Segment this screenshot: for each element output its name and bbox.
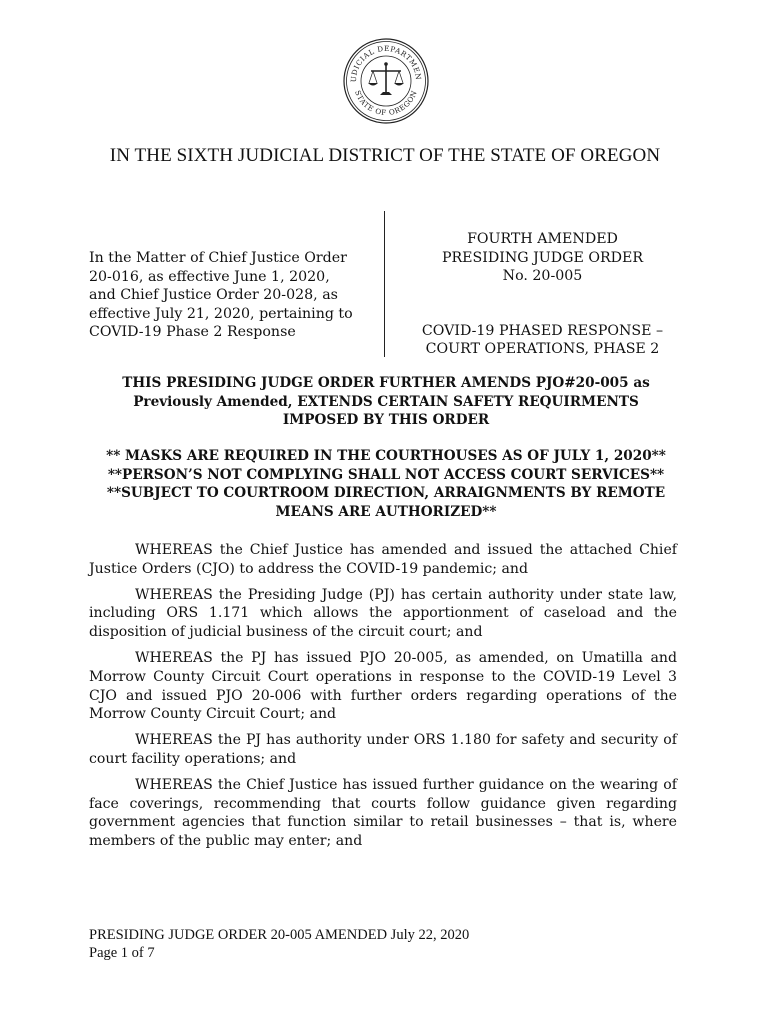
- order-title-line: FOURTH AMENDED: [467, 231, 618, 247]
- statement-line: Previously Amended, EXTENDS CERTAIN SAFETY REQUIRMENTS: [133, 393, 639, 410]
- order-subject-line: COVID-19 PHASED RESPONSE –: [421, 322, 664, 339]
- statement-line: THIS PRESIDING JUDGE ORDER FURTHER AMENDS PJO#20-005 as: [122, 375, 650, 391]
- case-caption-matter: [89, 249, 374, 342]
- state-seal-logo: [342, 37, 430, 125]
- whereas-paragraph: WHEREAS the PJ has issued PJO 20-005, as amended, on Umatilla and Morrow County Circuit Court operations in response to the COVID-19 Level 3 CJO and issued PJO 20-006 with further orders regarding operations of the Morrow County Circuit Court; and: [89, 649, 677, 723]
- caption-line: and Chief Justice Order 20-028, as: [89, 287, 338, 304]
- order-amendment-statement: [80, 374, 692, 430]
- caption-line: COVID-19 Phase 2 Response: [89, 324, 296, 341]
- mask-requirement-notice: [80, 447, 692, 521]
- whereas-clauses: [89, 541, 677, 858]
- page-number: Page 1 of 7: [89, 945, 155, 961]
- order-title-caption: [405, 230, 680, 359]
- notice-line: **PERSON’S NOT COMPLYING SHALL NOT ACCESS COURT SERVICES**: [107, 466, 665, 483]
- footer-order-reference: PRESIDING JUDGE ORDER 20-005 AMENDED July 22, 2020: [89, 927, 470, 943]
- svg-text:JUDICIAL DEPARTMENT: [342, 37, 423, 83]
- page-footer: [89, 926, 469, 962]
- caption-divider: [384, 211, 385, 357]
- order-title-line: PRESIDING JUDGE ORDER: [441, 249, 644, 266]
- order-number: No. 20-005: [502, 268, 583, 285]
- seal-bottom-text: STATE OF OREGON: [353, 88, 419, 118]
- whereas-paragraph: WHEREAS the Presiding Judge (PJ) has certain authority under state law, including ORS 1.171 which allows the apportionment of caseload and the disposition of judicial business of the circuit court; and: [89, 586, 677, 641]
- whereas-paragraph: WHEREAS the Chief Justice has issued further guidance on the wearing of face coverings, recommending that courts follow guidance given regarding government agencies that function similar to retail businesses – that is, where members of the public may enter; and: [89, 776, 677, 850]
- caption-line: 20-016, as effective June 1, 2020,: [89, 268, 330, 285]
- order-subject-line: COURT OPERATIONS, PHASE 2: [425, 341, 660, 358]
- notice-line: **SUBJECT TO COURTROOM DIRECTION, ARRAIGNMENTS BY REMOTE: [106, 485, 666, 502]
- court-district-heading: IN THE SIXTH JUDICIAL DISTRICT OF THE STATE OF OREGON: [109, 145, 661, 166]
- scales-of-justice-icon: [342, 37, 430, 125]
- caption-line: In the Matter of Chief Justice Order: [89, 250, 347, 266]
- whereas-paragraph: WHEREAS the PJ has authority under ORS 1.180 for safety and security of court facility operations; and: [89, 732, 677, 767]
- notice-line: MEANS ARE AUTHORIZED**: [275, 503, 497, 520]
- whereas-paragraph: WHEREAS the Chief Justice has amended and issued the attached Chief Justice Orders (CJO) to address the COVID-19 pandemic; and: [89, 542, 677, 577]
- notice-line: ** MASKS ARE REQUIRED IN THE COURTHOUSES AS OF JULY 1, 2020**: [106, 448, 666, 464]
- seal-top-text: UDICIAL DEPARTMEN: [348, 43, 424, 83]
- statement-line: IMPOSED BY THIS ORDER: [282, 412, 490, 429]
- caption-line: effective July 21, 2020, pertaining to: [89, 305, 353, 322]
